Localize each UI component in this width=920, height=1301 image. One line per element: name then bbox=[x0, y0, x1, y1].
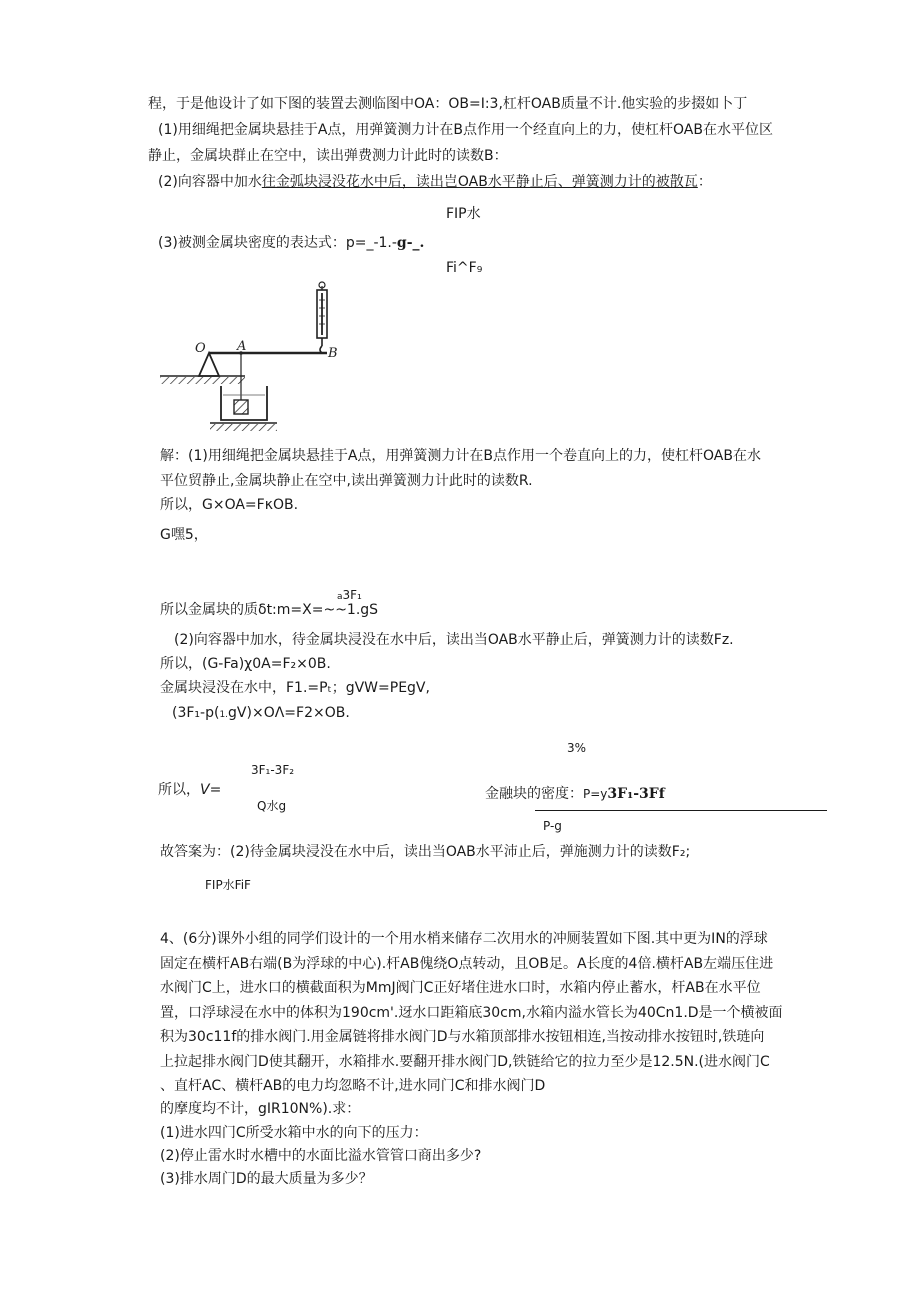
problem3-step1-line1: (1)用细绳把金属块悬挂于A点，用弹簧测力计在B点作用一个经直向上的力，使杠杆OAB在水平位区 bbox=[158, 122, 773, 138]
solution-line6: 所以，(G-Fa)χ0A=F₂×0B. bbox=[160, 656, 331, 672]
problem3-step3 bbox=[158, 234, 424, 252]
solution-line5: (2)向容器中加水，待金属块浸没在水中后，读出当OAB水平静止后，弹簧测力计的读数Fz. bbox=[174, 632, 734, 648]
metal-block bbox=[234, 400, 248, 414]
line8-b: gV)×OΛ=F2×OB. bbox=[228, 705, 350, 721]
formula-denominator: Fi^F₉ bbox=[446, 260, 483, 276]
mass-formula-line: 所以金属块的质δt:m=X=~~1.gS bbox=[160, 602, 379, 618]
problem3-intro: 程，于是他设计了如下图的装置去测临图中OA：OB=I:3,杠杆OAB质量不计.他实验的步掇如卜丁 bbox=[148, 96, 748, 112]
problem3-step3-prefix: (3)被测金属块密度的表达式：p=_-1.- bbox=[158, 235, 397, 251]
solution-line3: 所以，G×OA=FκOB. bbox=[160, 497, 299, 513]
line8-sub: 1. bbox=[219, 710, 229, 720]
label-a: A bbox=[237, 339, 247, 354]
solution-line8 bbox=[172, 704, 350, 724]
problem3-step2-underlined: 往金弧块浸没花水中后，读出岂OAB水平静止后、弹簧测力计的被散瓦 bbox=[261, 174, 698, 190]
density-prefix: 金融块的密度： bbox=[485, 786, 583, 802]
pivot-triangle bbox=[199, 353, 219, 376]
base-hatch bbox=[210, 424, 277, 431]
problem4-line3: 水阀门C上，进水口的横截面积为MmJ阀门C正好堵住进水口时，水箱内停止蓄水，杆AB在水平位 bbox=[160, 980, 761, 996]
problem4-question2: (2)停止雷水时水槽中的水面比溢水管管口商出多少? bbox=[160, 1148, 482, 1164]
problem4-line6: 上拉起排水阀门D使其翻开，水箱排水.要翻开排水阀门D,铁链给它的拉力至少是12.5N.(进水阀门C bbox=[160, 1054, 770, 1070]
density-formula bbox=[485, 785, 665, 803]
density-p: P=y bbox=[583, 787, 608, 801]
problem4-line2: 固定在横杆AB右端(B为浮球的中心).杆AB傀绕O点转动，且OB足。A长度的4倍.横杆AB左端压住进 bbox=[160, 956, 774, 972]
density-bold: 3F₁-3Ff bbox=[607, 786, 665, 802]
problem3-step2-prefix: (2)向容器中加水 bbox=[158, 174, 262, 190]
formula-numerator: FIP水 bbox=[446, 206, 481, 222]
problem4-question1: (1)进水四门C所受水箱中水的向下的压力： bbox=[160, 1125, 428, 1141]
volume-formula bbox=[158, 781, 221, 799]
problem4-line8: 的摩度均不计，gIR10N%).求： bbox=[160, 1101, 361, 1117]
line8-a: (3F₁-p( bbox=[172, 705, 220, 721]
volume-numerator: 3F₁-3F₂ bbox=[251, 763, 295, 777]
problem3-step2 bbox=[158, 173, 712, 191]
solution-line7: 金属块浸没在水中，F1.=Pₜ；gVW=PEgV, bbox=[160, 680, 430, 696]
label-b: B bbox=[328, 346, 338, 361]
volume-italic: V= bbox=[200, 782, 222, 798]
density-top: 3% bbox=[567, 741, 587, 755]
mass-sub: a bbox=[337, 592, 343, 602]
density-fraction-line bbox=[535, 810, 827, 811]
problem4-line4: 置，口浮球浸在水中的体积为190cm'.迓水口距箱底30cm,水箱内溢水管长为40Cn1.D是一个横被面 bbox=[160, 1005, 783, 1021]
problem4-question3: (3)排水周门D的最大质量为多少？ bbox=[160, 1171, 373, 1187]
answer-formula: FIP水FiF bbox=[205, 878, 251, 892]
solution-line2: 平位贸静止,金属块静止在空中,读出弹簧测力计此时的读数R. bbox=[160, 473, 533, 489]
problem4-line1: 4、(6分)课外小组的同学们设计的一个用水梢来储存二次用水的冲厕装置如下图.其中更为IN的浮球 bbox=[160, 931, 768, 947]
label-o: O bbox=[195, 341, 206, 356]
ground-hatch bbox=[160, 377, 245, 384]
mass-num: 3F₁ bbox=[342, 588, 362, 602]
solution-line1: 解：(1)用细绳把金属块悬挂于A点，用弹簧测力计在B点作用一个卷直向上的力，使杠杆OAB在水 bbox=[160, 448, 761, 464]
lever-apparatus-figure bbox=[155, 280, 385, 450]
volume-prefix: 所以， bbox=[158, 782, 200, 798]
problem4-line5: 积为30c11f的排水阀门.用金属链将排水阀门D与水箱顶部排水按钮相连,当按动排水按钮时,铁琏向 bbox=[160, 1029, 765, 1045]
solution-line4: G嘿5， bbox=[160, 527, 208, 543]
problem4-line7: 、直杆AC、横杆AB的电力均忽略不计,进水同门C和排水阀门D bbox=[160, 1078, 546, 1094]
density-denominator: P-g bbox=[543, 819, 562, 833]
answer-line: 故答案为：(2)待金属块浸没在水中后，读出当OAB水平沛止后，弹施测力计的读数F₂; bbox=[160, 844, 691, 860]
problem3-step1-line2: 静止，金属块群止在空中，读出弹费测力计此时的读数B： bbox=[148, 148, 508, 164]
volume-denominator: Q水g bbox=[257, 799, 287, 813]
problem3-step3-bold: g-_. bbox=[396, 235, 425, 251]
problem3-step2-suffix: ： bbox=[697, 174, 712, 190]
